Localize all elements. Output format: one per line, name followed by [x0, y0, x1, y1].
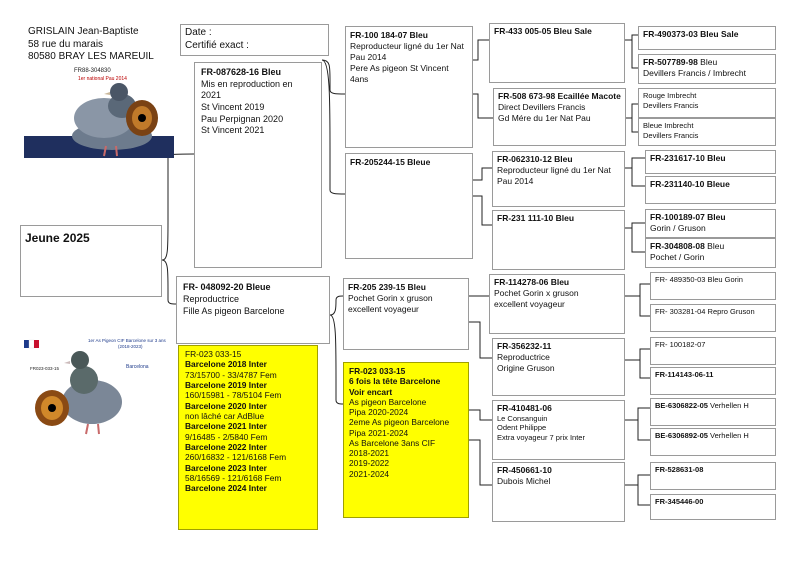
sire-ring: FR-087628-16 Bleu — [201, 67, 282, 77]
certified-label: Certifié exact : — [185, 39, 249, 51]
gen4-ring: BE-6306892-05 — [655, 431, 708, 440]
gen3-ring: FR-450661-10 — [497, 465, 552, 475]
gen3-box — [492, 338, 625, 396]
gen2-sd-ring: FR-205244-15 Bleue — [350, 157, 431, 167]
gen4-box — [650, 367, 776, 395]
gen3-ring: FR-508 673-98 Ecaillée Macote — [498, 91, 621, 101]
owner-address: 58 rue du marais — [28, 38, 104, 50]
gen3-ring: FR-433 005-05 Bleu Sale — [494, 26, 592, 36]
dam-box — [176, 276, 330, 344]
sire-line: Mis en reproduction en 2021 — [201, 78, 293, 101]
gen2-dd-ring: FR-023 033-15 — [349, 366, 406, 376]
pigeon-photo-dam-sire — [22, 336, 174, 436]
gen4-box — [645, 209, 776, 238]
gen4-box — [645, 176, 776, 204]
gen4-rest: Rouge Imbrecht — [643, 91, 697, 100]
gen2-dd-line: 2eme As pigeon Barcelone — [349, 417, 450, 428]
gen4-rest: FR- 100182-07 — [655, 340, 706, 349]
dam-record-line: Barcelone 2023 Inter — [185, 462, 267, 473]
photo2-ring: FR023-033-15 — [30, 366, 60, 371]
owner-name: GRISLAIN Jean-Baptiste — [28, 26, 139, 37]
owner-city: 80580 BRAY LES MAREUIL — [28, 51, 154, 62]
gen2-dd-line: Voir encart — [349, 386, 393, 397]
gen4-rest: Bleu — [704, 241, 725, 251]
pigeon-photo-sire — [24, 66, 174, 158]
gen4-rest: Verhellen H — [707, 401, 749, 410]
gen3-ring: FR-062310-12 Bleu — [497, 154, 573, 164]
gen2-dd-line: 2018-2021 — [349, 448, 390, 458]
subject-box — [20, 225, 162, 297]
sire-box — [194, 62, 322, 268]
photo1-badge: 1er national Pau 2014 — [78, 76, 127, 82]
gen2-dd-line: 6 fois la tête Barcelone — [349, 376, 441, 387]
gen3-box — [492, 151, 625, 207]
gen3-ring: FR-410481-06 — [497, 403, 552, 413]
gen4-box — [650, 272, 776, 300]
gen2-ds-ring: FR-205 239-15 Bleu — [348, 282, 426, 292]
gen3-ring: FR-356232-11 — [497, 341, 552, 351]
dam-record-line: Barcelone 2018 Inter — [185, 359, 267, 370]
gen3-box — [492, 462, 625, 522]
dam-record-line: Barcelone 2024 Inter — [185, 483, 267, 494]
gen4-box — [650, 494, 776, 520]
gen4-box — [638, 26, 776, 50]
gen4-box — [650, 398, 776, 426]
dam-record-list — [185, 359, 311, 493]
gen4-box — [650, 337, 776, 365]
gen3-box — [489, 23, 625, 83]
photo2-years: (2018-2023) — [118, 344, 143, 349]
gen3-box — [492, 400, 625, 460]
gen3-ring: FR-231 111-10 Bleu — [497, 213, 575, 223]
dam-record-box — [178, 345, 318, 530]
dam-record-ring: FR-023 033-15 — [185, 349, 242, 359]
photo2-title: 1er As Pigeon CIF Barcelone sur 3 ans — [88, 338, 166, 343]
gen4-line2: Devillers Francis / Imbrecht — [643, 67, 746, 78]
gen3-box — [493, 88, 626, 146]
gen2-ds-line: Pochet Gorin x gruson — [348, 292, 433, 303]
gen2-dd-line: 2021-2024 — [349, 468, 390, 479]
gen2-dd-line: Pipa 2021-2024 — [349, 427, 409, 438]
gen4-box — [638, 88, 776, 118]
dam-line: Reproductrice — [183, 294, 240, 305]
gen4-rest: FR- 489350-03 Bleu Gorin — [655, 275, 743, 284]
gen4-line2: Devillers Francis — [643, 100, 699, 110]
gen2-dd-line: As Barcelone 3ans CIF — [349, 437, 436, 448]
gen2-dd-line: As pigeon Barcelone — [349, 396, 427, 407]
gen4-box — [650, 462, 776, 490]
gen4-ring: FR-490373-03 Bleu Sale — [643, 29, 739, 39]
date-box — [180, 24, 329, 56]
gen4-ring: FR-304808-08 — [650, 241, 705, 251]
gen4-box — [645, 150, 776, 174]
gen3-line: Gd Mére du 1er Nat Pau — [498, 112, 591, 123]
gen2-dd-line: 2019-2022 — [349, 458, 390, 469]
gen4-ring: FR-114143-06-11 — [655, 370, 714, 379]
dam-record-line: Barcelone 2022 Inter — [185, 441, 267, 452]
gen2-ss-line: Reproducteur ligné du 1er Nat Pau 2014 — [350, 40, 464, 62]
dam-record-line: non lâché car AdBlue — [185, 410, 265, 421]
gen4-box — [638, 118, 776, 146]
gen2-dd-list — [349, 376, 463, 479]
gen2-ds-box — [343, 278, 469, 350]
photo1-caption: FR88-304830 — [74, 68, 111, 74]
gen4-line2: Devillers Francis — [643, 130, 699, 140]
dam-line: Fille As pigeon Barcelone — [183, 306, 285, 317]
gen3-line: Extra voyageur 7 prix Inter — [497, 433, 585, 443]
gen2-ss-box — [345, 26, 473, 148]
dam-record-line: 260/16832 - 121/6168 Fem — [185, 452, 287, 463]
gen4-rest: FR- 303281-04 Repro Gruson — [655, 307, 755, 316]
gen2-ds-line: excellent voyageur — [348, 303, 419, 314]
gen4-rest: Verhellen H — [707, 431, 749, 440]
gen3-line: excellent voyageur — [494, 298, 565, 309]
sire-line: St Vincent 2019 — [201, 102, 265, 113]
gen3-line: Odent Philippe — [497, 423, 547, 433]
sire-line: Pau Perpignan 2020 — [201, 113, 284, 124]
gen4-ring: FR-100189-07 Bleu — [650, 212, 726, 222]
sire-line: St Vincent 2021 — [201, 125, 265, 136]
gen4-line2: Pochet / Gorin — [650, 251, 705, 262]
gen4-box — [650, 428, 776, 456]
dam-record-line: 9/16485 - 2/5840 Fem — [185, 431, 268, 442]
gen2-dd-line: Pipa 2020-2024 — [349, 407, 409, 417]
dam-record-line: Barcelone 2020 Inter — [185, 400, 267, 411]
gen3-line: Le Consanguin — [497, 413, 548, 423]
gen3-line: Reproducteur ligné du 1er Nat Pau 2014 — [497, 164, 611, 186]
gen3-box — [492, 210, 625, 270]
gen2-ss-ring: FR-100 184-07 Bleu — [350, 30, 428, 40]
dam-record-line: 73/15700 - 33/4787 Fem — [185, 369, 277, 380]
gen4-box — [645, 238, 776, 268]
gen4-rest: Bleue Imbrecht — [643, 121, 694, 130]
gen2-dd-box — [343, 362, 469, 518]
gen4-ring: FR-345446-00 — [655, 497, 704, 506]
subject-title: Jeune 2025 — [25, 231, 90, 245]
gen4-line2: Gorin / Gruson — [650, 222, 706, 233]
gen4-ring: FR-507789-98 — [643, 57, 698, 67]
gen2-sd-box — [345, 153, 473, 259]
gen3-line: Dubois Michel — [497, 475, 551, 486]
gen4-ring: BE-6306822-05 — [655, 401, 708, 410]
dam-ring: FR- 048092-20 Bleue — [183, 282, 271, 292]
gen3-line: Reproductrice — [497, 351, 550, 362]
gen4-box — [638, 54, 776, 84]
gen3-ring: FR-114278-06 Bleu — [494, 277, 570, 287]
gen3-line: Origine Gruson — [497, 362, 555, 373]
gen2-ss-line: Pere As pigeon St Vincent 4ans — [350, 62, 449, 84]
dam-record-line: Barcelone 2019 Inter — [185, 379, 267, 390]
gen3-line: Direct Devillers Francis — [498, 101, 586, 112]
gen4-box — [650, 304, 776, 332]
dam-record-line: Barcelone 2021 Inter — [185, 421, 267, 432]
pigeon-illustration-2 — [22, 336, 174, 436]
gen4-ring: FR-231617-10 Bleu — [650, 153, 726, 163]
gen4-ring: FR-528631-08 — [655, 465, 704, 474]
gen4-ring: FR-231140-10 Bleue — [650, 179, 730, 189]
gen3-box — [489, 274, 625, 334]
gen3-line: Pochet Gorin x gruson — [494, 287, 579, 298]
date-label: Date : — [185, 27, 212, 38]
dam-record-line: 58/16569 - 121/6168 Fem — [185, 472, 282, 483]
gen4-rest: Bleu — [697, 57, 718, 67]
owner-box — [24, 24, 180, 70]
photo2-name: Barcelona — [126, 364, 149, 370]
dam-record-line: 160/15981 - 78/5104 Fem — [185, 390, 282, 401]
